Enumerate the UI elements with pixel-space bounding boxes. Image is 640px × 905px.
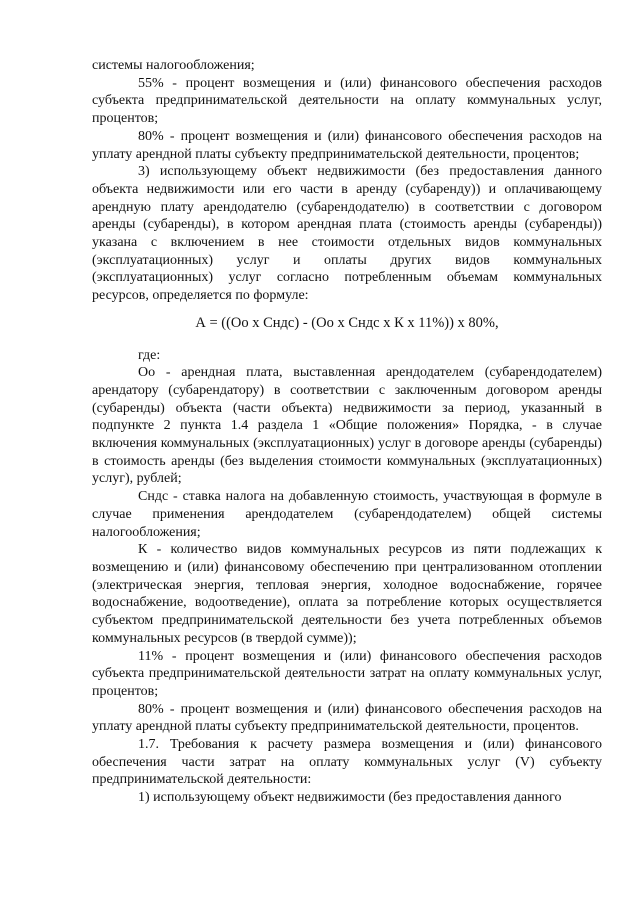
- paragraph: 80% - процент возмещения и (или) финансового обеспечения расходов на уплату арендной платы субъекту предпринимательской деятельности, процентов.: [92, 701, 602, 735]
- paragraph: где:: [138, 347, 161, 363]
- paragraph: 80% - процент возмещения и (или) финансового обеспечения расходов на уплату арендной платы субъекту предпринимательской деятельности, процентов;: [92, 128, 602, 162]
- document-page: [92, 57, 602, 807]
- paragraph: Сндс - ставка налога на добавленную стоимость, участвующая в формуле в случае применения арендодателем (субарендодателем) общей системы налогообложения;: [92, 489, 602, 540]
- paragraph: 1.7. Требования к расчету размера возмещения и (или) финансового обеспечения части затрат на оплату коммунальных услуг (V) субъекту предпринимательской деятельности:: [92, 737, 602, 788]
- paragraph: К - количество видов коммунальных ресурсов из пяти подлежащих к возмещению и (или) финансовому обеспечению при централизованном отоплении (электрическая энергия, тепловая энергия, холодное водоснабжение, горячее водоснабжение, водоотведение), оплата за потребление которых осуществляется субъектом предпринимательской деятельности без учета потребленных объемов коммунальных ресурсов (в твердой сумме));: [92, 542, 602, 646]
- paragraph: системы налогообложения;: [92, 58, 255, 73]
- paragraph: 11% - процент возмещения и (или) финансового обеспечения расходов субъекта предпринимательской деятельности затрат на оплату коммунальных услуг, процентов;: [92, 648, 602, 699]
- formula: А = ((Оо х Сндс) - (Оо х Сндс х К х 11%)) х 80%,: [195, 314, 499, 331]
- paragraph: 55% - процент возмещения и (или) финансового обеспечения расходов субъекта предпринимательской деятельности на оплату коммунальных услуг, процентов;: [92, 75, 602, 127]
- paragraph: Оо - арендная плата, выставленная арендодателем (субарендодателем) арендатору (субарендатору) в соответствии с заключенным договором аренды (субаренды) объекта (части объекта) недвижимости за период, указанный в подпункте 2 пункта 1.4 раздела 1 «Общие положения» Порядка, - в случае включения коммунальных (эксплуатационных) услуг в договоре аренды (субаренды) в стоимость аренды (без выделения стоимости коммунальных (эксплуатационных) услуг), рублей;: [92, 365, 602, 487]
- paragraph: 1) использующему объект недвижимости (без предоставления данного: [138, 790, 562, 806]
- paragraph: 3) использующему объект недвижимости (без предоставления данного объекта недвижимости или его части в аренду (субаренду)) и оплачивающему арендную плату арендодателю (субарендодателю) в соответствии с договором аренды (субаренды), в котором арендная плата (стоимость аренды (субаренды)) указана с включением в нее стоимости отдельных видов коммунальных (эксплуатационных) услуг и оплаты других видов коммунальных (эксплуатационных) услуг согласно потребленным объемам коммунальных ресурсов, определяется по формуле:: [92, 164, 602, 304]
